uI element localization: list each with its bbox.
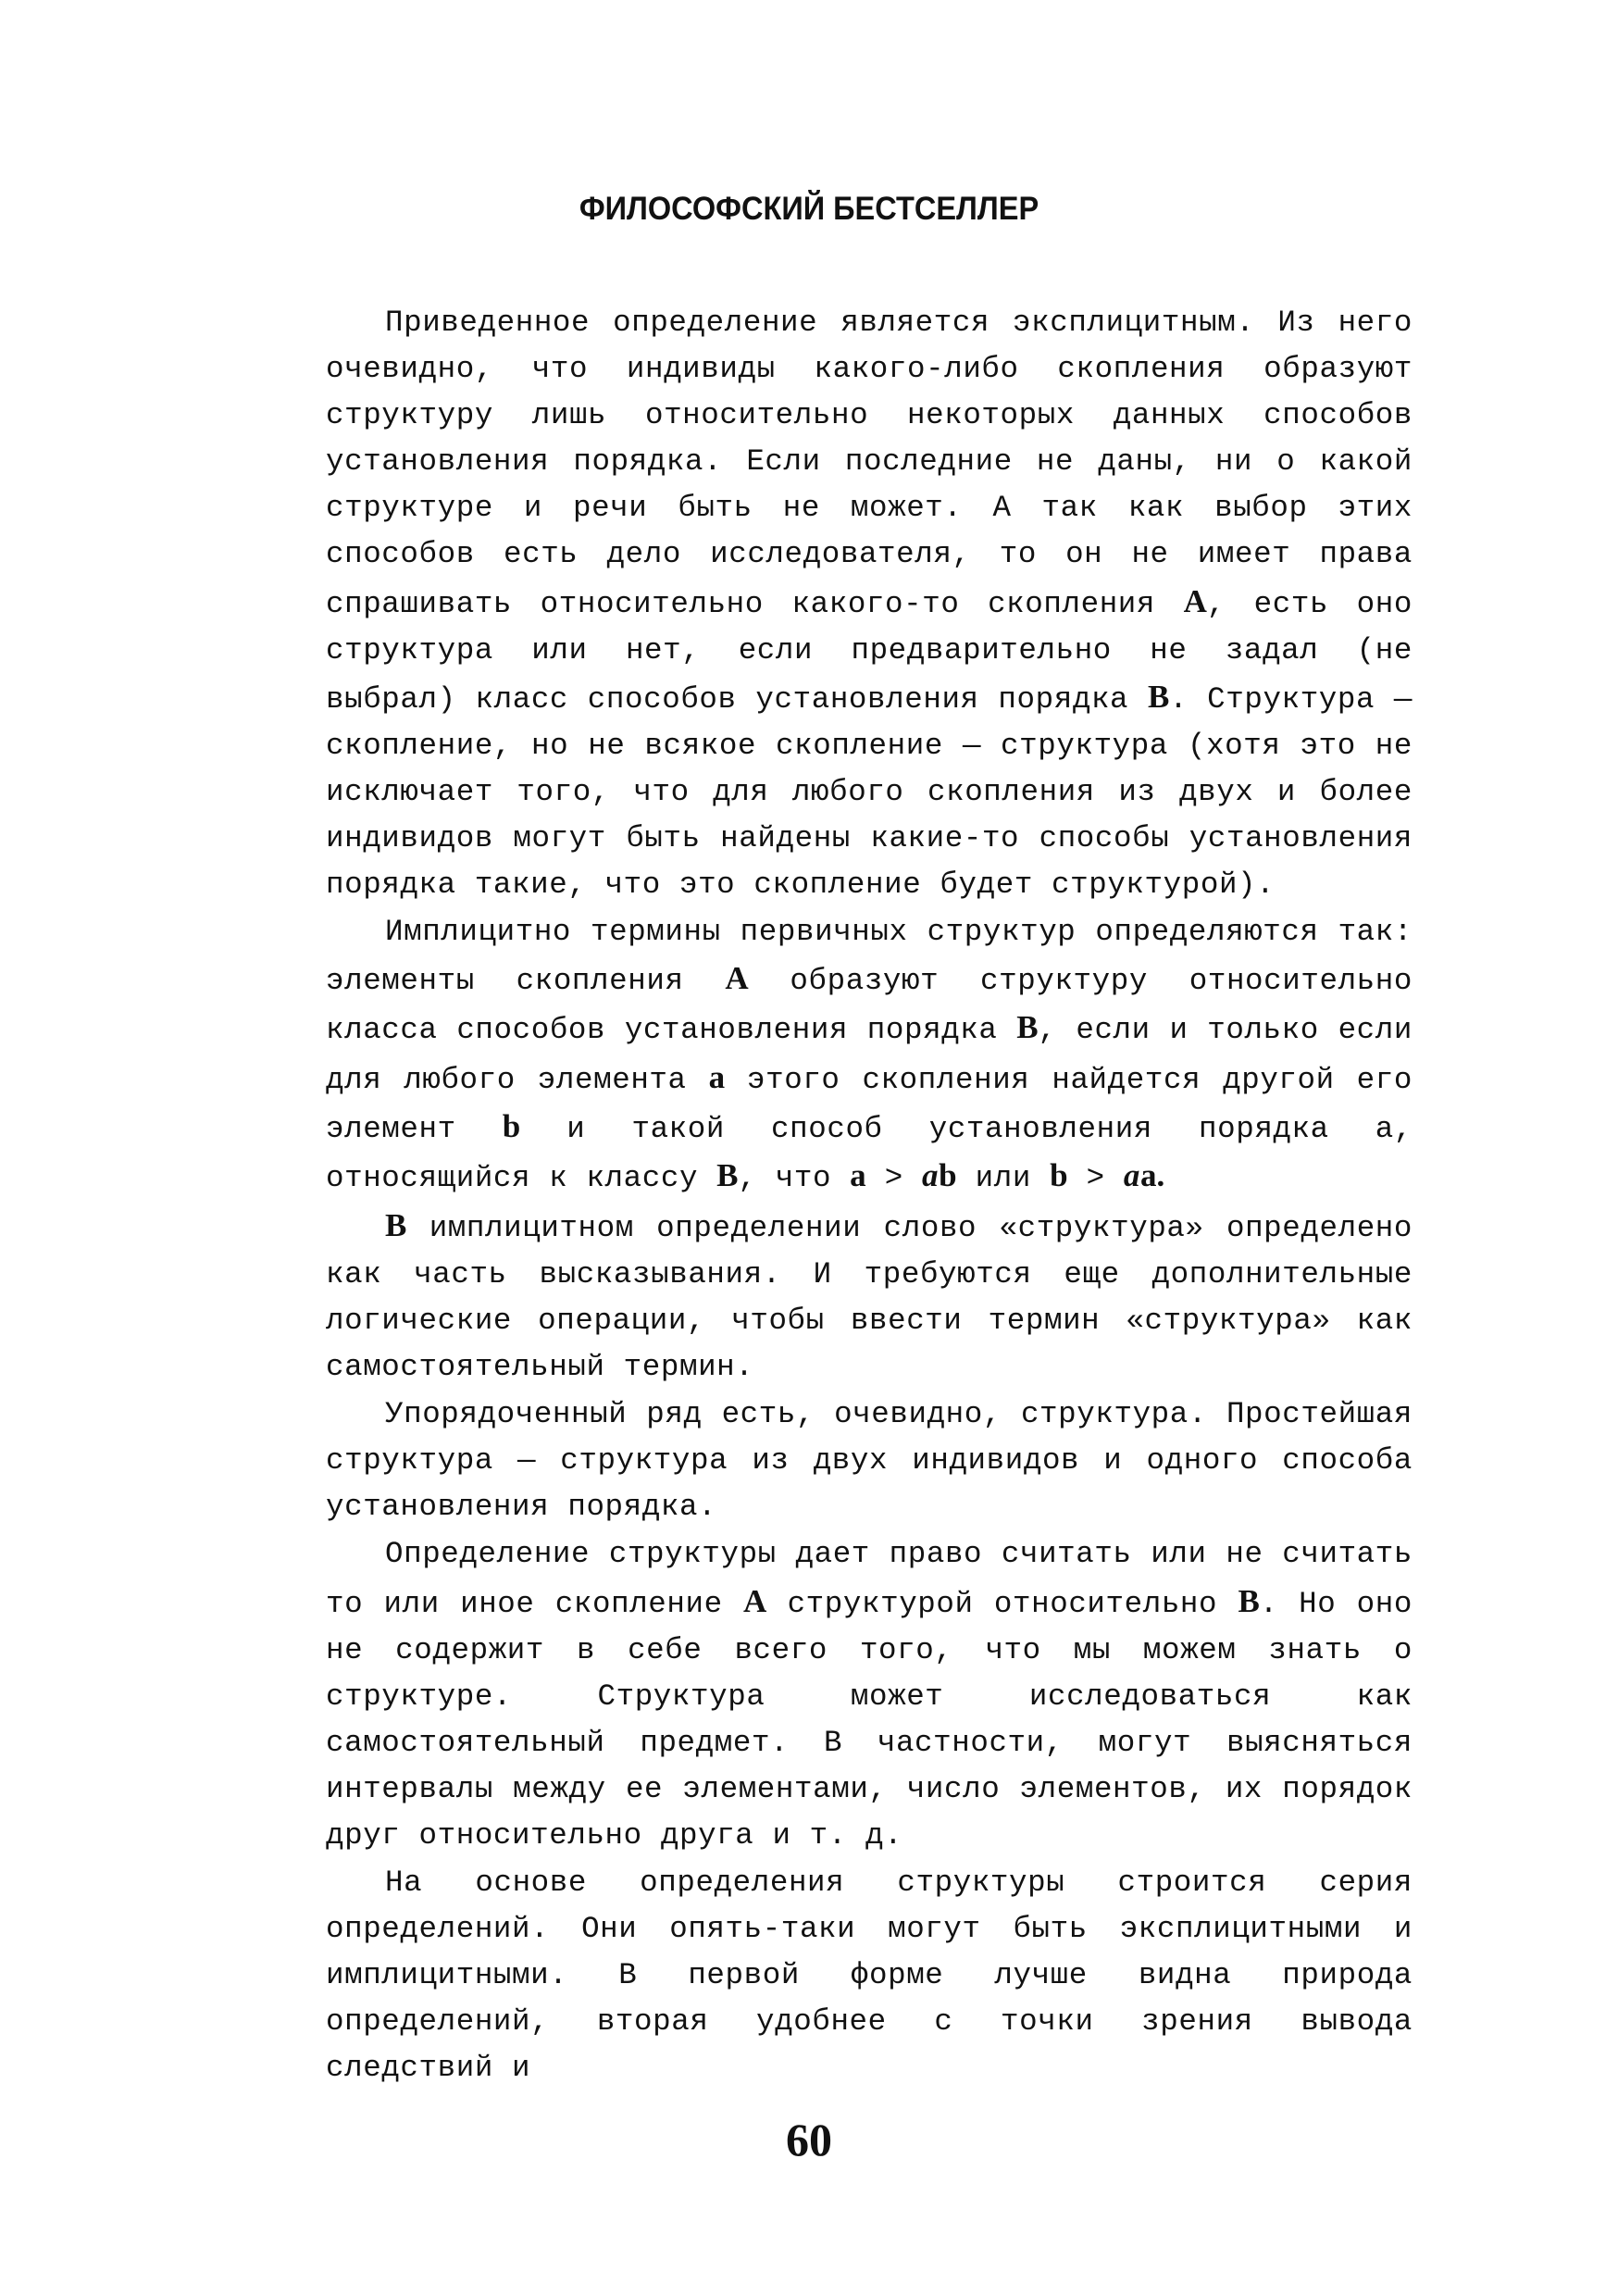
symbol-alpha: а: [1123, 1156, 1140, 1193]
symbol-A: А: [1183, 582, 1207, 619]
symbol-B: В: [716, 1156, 739, 1193]
symbol-A: А: [725, 960, 749, 997]
text-run: Имплицитно термины первичных структур определяются так: элементы скопления: [326, 915, 1413, 999]
text-run: имплицитном определении слово «структура» определено как часть высказывания. И требуются еще дополнительные логические операции, чтобы ввести термин «структура» как самостоятельный термин.: [326, 1210, 1413, 1385]
symbol-a: а.: [1139, 1156, 1165, 1193]
symbol-B: В: [1016, 1009, 1039, 1046]
text-run: На основе определения структуры строится серия определений. Они опять-таки могут быть эксплицитными и имплицитными. В первой форме лучше видна природа определений, вторая удобнее с точки зрения вывода следствий и: [326, 1866, 1413, 2086]
symbol-A: А: [743, 1582, 767, 1619]
symbol-alpha: а: [921, 1156, 940, 1193]
text-run: Упорядоченный ряд есть, очевидно, структура. Простейшая структура — структура из двух индивидов и одного способа установления порядка.: [326, 1397, 1413, 1525]
paragraph-4: [326, 1391, 1413, 1530]
text-run: Определение структуры дает право считать или не считать то или иное скопление: [326, 1537, 1413, 1621]
paragraph-5: [326, 1531, 1413, 1859]
text-run: , если и только если для любого элемента: [326, 1013, 1413, 1097]
running-header: ФИЛОСОФСКИЙ БЕСТСЕЛЛЕР: [579, 191, 1039, 227]
text-run: . Структура — скопление, но не всякое скопление — структура (хотя это не исключает того, что для любого скопления из двух и более индивидов могут быть найдены какие-то способы установления порядка такие, что это скопление будет структурой).: [326, 681, 1413, 903]
text-run: этого скопления найдется другой его элемент: [326, 1062, 1413, 1146]
text-run: Приведенное определение является эксплицитным. Из него очевидно, что индивиды какого-либо скопления образуют структуру лишь относительно некоторых данных способов установления порядка. Если последние не даны, ни о какой структуре и речи быть не может. А так как выбор этих способов есть дело исследователя, то он не имеет права спрашивать относительно какого-то скопления: [326, 306, 1413, 621]
text-run: , что: [738, 1160, 851, 1195]
symbol-B: В: [385, 1206, 407, 1243]
paragraph-6: [326, 1860, 1413, 2091]
text-run: >: [865, 1160, 922, 1195]
text-run: структурой относительно: [766, 1586, 1238, 1621]
text-run: или: [956, 1160, 1051, 1195]
symbol-a: а: [708, 1058, 726, 1095]
text-run: . Но оно не содержит в себе всего того, что мы можем знать о структуре. Структура может исследоваться как самостоятельный предмет. В частности, могут выясняться интервалы между ее элементами, число элементов, их порядок друг относительно друга и т. д.: [326, 1586, 1413, 1853]
symbol-b: b: [939, 1156, 957, 1193]
text-run: образуют структуру относительно класса способов установления порядка: [326, 964, 1413, 1048]
paragraph-3: [326, 1203, 1413, 1391]
text-run: и такой способ установления порядка а, относящийся к классу: [326, 1111, 1413, 1195]
symbol-B: В: [1238, 1582, 1260, 1619]
body-text: [326, 300, 1413, 2092]
page-number: 60: [786, 2114, 832, 2165]
text-run: , есть оно структура или нет, если предварительно не задал (не выбрал) класс способов установления порядка: [326, 586, 1413, 717]
symbol-a: а: [850, 1156, 866, 1193]
paragraph-1: [326, 300, 1413, 908]
text-run: >: [1067, 1160, 1124, 1195]
paragraph-2: [326, 909, 1413, 1202]
symbol-B: В: [1147, 678, 1170, 715]
symbol-b: b: [1050, 1156, 1068, 1193]
symbol-b: b: [502, 1107, 521, 1144]
